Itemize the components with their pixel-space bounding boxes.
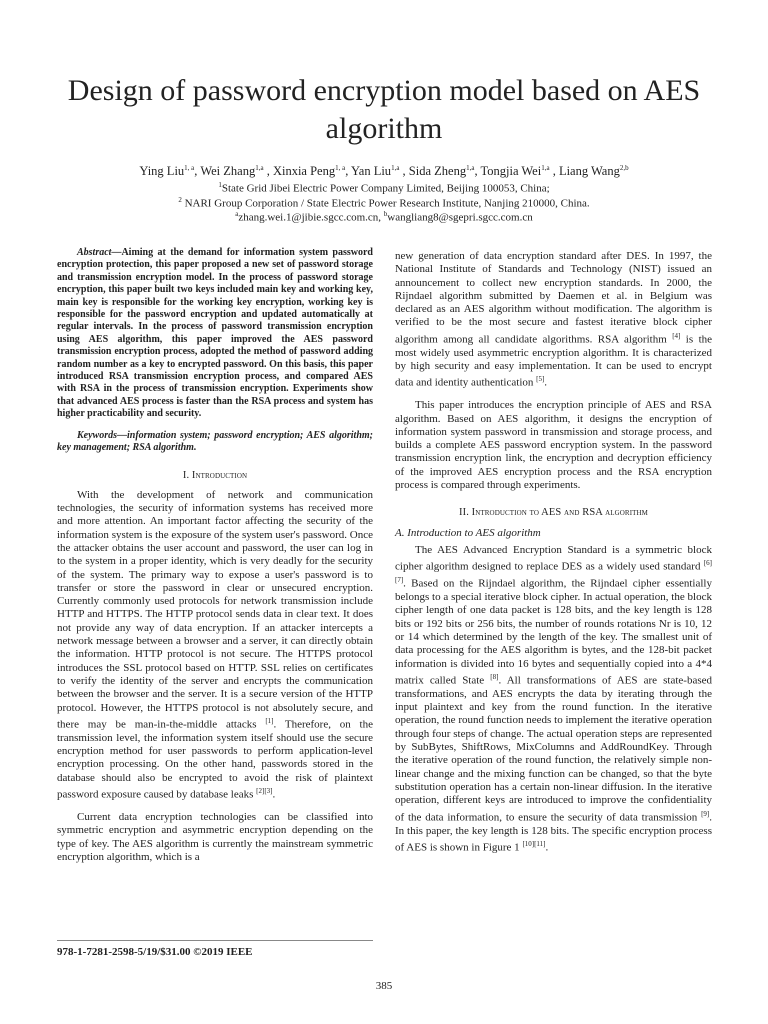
citation: [10][11] — [522, 839, 546, 848]
affiliation-mark: 1 — [218, 181, 222, 189]
footnote-divider — [57, 940, 373, 941]
abstract-label: Abstract— — [77, 247, 122, 258]
citation: [9] — [701, 809, 710, 818]
keywords: Keywords—information system; password encryption; AES algorithm; key management; RSA algorithm. — [57, 429, 373, 454]
intro-paragraph: Current data encryption technologies can be classified into symmetric encryption and asymmetric encryption depending on the type of key. The AES algorithm is currently the mainstream symmetric encryption algorithm, which is a — [57, 810, 373, 863]
affiliation-mark: 2 — [178, 196, 182, 204]
intro-paragraph — [57, 489, 373, 802]
left-column — [57, 247, 373, 864]
email-link[interactable]: wangliang8@sgepri.sgcc.com.cn — [387, 211, 533, 224]
author-name: Yan Liu — [351, 164, 392, 179]
paper-title: Design of password encryption model based on AES algorithm — [67, 74, 701, 145]
citation: [5] — [536, 375, 545, 384]
author-name: Wei Zhang — [200, 164, 256, 179]
author-affiliation-mark: 1,a — [391, 164, 400, 172]
author-affiliation-mark: 1, a — [335, 164, 346, 172]
affiliation-text: State Grid Jibei Electric Power Company Limited, Beijing 100053, China; — [221, 182, 550, 195]
author-name: Liang Wang — [558, 164, 620, 179]
paragraph-text: . — [272, 788, 276, 801]
aes-paragraph — [395, 544, 712, 855]
author-affiliation-mark: 1,a — [541, 164, 550, 172]
paragraph-text: . — [545, 841, 549, 854]
paragraph-text: The AES Advanced Encryption Standard is a symmetric block cipher algorithm designed to replace DES as a widely used standard — [395, 543, 712, 573]
author-name: Sida Zheng — [408, 164, 467, 179]
paragraph-text: is the most widely used asymmetric encryption algorithm. It is characterized by high security and easy implementation. It can be used to encrypt data and identity authentication — [395, 333, 713, 389]
email-mark: a — [235, 210, 239, 218]
right-column — [395, 250, 712, 855]
citation: [4] — [672, 331, 681, 340]
email-line — [40, 207, 728, 225]
author-affiliation-mark: 1,a — [255, 164, 264, 172]
body-paragraph: This paper introduces the encryption principle of AES and RSA algorithm. Based on AES algorithm, it designs the encryption of information system password in transmission and storage process, and builds a complete AES password encryption system. In the password transmission encryption link, the encryption and decryption efficiency of the improved AES encryption process and the RSA encryption process is compared through experiments. — [395, 399, 712, 492]
paragraph-text: . All transformations of AES are state-based transformations, and AES encrypts the data by iterating through the input plaintext and key from the round function. In the iterative operation, the round function needs to implement the iterative operation through four steps of change. The actual operation steps are represented by SubBytes, ShiftRows, MixColumns and AddRoundKey. Through the iterative operation of the round function, the relatively simple non-linear change and the mixing function can be changed, so that the byte substitution operation has a certain non-linear diffusion. In the iterative operation, different keys are introduced to improve the confidentiality of the data information, to ensure the security of data transmission — [395, 674, 712, 824]
paragraph-text: new generation of data encryption standard after DES. In 1997, the National Institute of Standards and Technology (NIST) issued an announcement to collect new encryption standards. In 2000, the Rijndael algorithm submitted by Daemen et al. in Belgium was declared as an AES algorithm without modification. The algorithm is verified to be the most secure and fastest iterative block cipher algorithm among all candidate algorithms. RSA algorithm — [395, 250, 712, 346]
paragraph-text: With the development of network and communication technologies, the security of information systems has received more and more attention. An important factor affecting the security of the information system is the exposure of the system user's password. Once the attacker obtains the user account and password, the user can log in to the system in a proper identity, which is very deadly for the security of the system. The primary way to expose a user's password is to transfer or store the password in clear or unsecured encryption. Currently commonly used protocols for network transmission include HTTP and HTTPS. The HTTP protocol sends data in clear text. It does not provide any way of data encryption. If an attacker intercepts a network message between a browser and a server, it can directly obtain the information. HTTP protocol is not secure. The HTTPS protocol introduces the SSL protocol based on HTTP. SSL relies on certificates to verify the identity of the server and encrypts the communication between the browser and the server. It is a secure version of the HTTP protocol. However, the HTTPS protocol is not absolutely secure, and there may be man-in-the-middle attacks — [57, 488, 373, 731]
citation: [1] — [265, 716, 274, 725]
email-link[interactable]: zhang.wei.1@jibie.sgcc.com.cn, — [238, 211, 384, 224]
citation: [2][3] — [256, 786, 273, 795]
paragraph-text: . — [544, 376, 548, 389]
author-name: Ying Liu — [139, 164, 185, 179]
author-name: Tongjia Wei — [480, 164, 542, 179]
page-number: 385 — [375, 980, 393, 992]
paragraph-text: . Therefore, on the transmission level, the information system itself should use the secure encryption method for user passwords to perform application-level encryption processing. On the other hand, passwords stored in the database should also be encrypted to avoid the risk of plaintext password exposure caused by database leaks — [57, 718, 373, 801]
affiliation-text: NARI Group Corporation / State Electric Power Research Institute, Nanjing 210000, China. — [184, 197, 590, 210]
section-heading-introduction: I. Introduction — [182, 469, 248, 481]
paragraph-text: . Based on the Rijndael algorithm, the Rijndael cipher essentially belongs to a special iterative block cipher. In actual operation, the block cipher length of one data packet is 128 bits, and the key length is 128 bits or 192 bits or 256 bits, the number of rounds rotations Nr is 10, 12 or 14 which determined by the length of the key. The smallest unit of data processing for the AES algorithm is bytes, and the 128-bit packet information is divided into 16 bytes and sequentially copied into a 4*4 matrix called State — [395, 577, 712, 687]
paragraph-text: . In this paper, the key length is 128 bits. The specific encryption process of AES is shown in Figure 1 — [395, 811, 712, 854]
author-affiliation-mark: 2,b — [619, 164, 629, 172]
author-name: Xinxia Peng — [272, 164, 336, 179]
author-affiliation-mark: 1,a — [466, 164, 475, 172]
author-affiliation-mark: 1, a — [184, 164, 195, 172]
citation: [8] — [490, 672, 499, 681]
subsection-heading-aes: A. Introduction to AES algorithm — [395, 526, 541, 539]
abstract-text: Aiming at the demand for information system password encryption protection, this paper proposed a new set of password storage and transmission encryption model. In the process of password storage encryption, this paper built two keys included main key and working key, main key is responsible for the working key encryption, working key is responsible for the password encryption and updated automatically at regular intervals. In the process of password transmission encryption using AES algorithm, this paper improved the AES password transmission encryption process, adopted the method of password adding random number as a key to encrypted password. On this basis, this paper introduced RSA transmission encryption process, and compared AES with RSA in the process of transmission encryption. Experiments show that advanced AES process is faster than the RSA process and system has higher practicability and security. — [57, 247, 373, 420]
author-list: Ying Liu$^{1, a}$, Wei Zhang$^{1,a}$ , Xinxia Peng$^{1, a}$, Yan Liu$^{1,a}$ , Sida Zheng$^{1,a}$, Tongjia Wei$^{1,a}$ , Liang Wang$^{2,b}$ — [139, 164, 629, 179]
copyright-notice: 978-1-7281-2598-5/19/$31.00 ©2019 IEEE — [57, 946, 253, 958]
body-paragraph — [395, 250, 712, 390]
citation: [6][7] — [395, 559, 713, 585]
email-mark: b — [383, 210, 388, 218]
section-heading-aes-rsa: II. Introduction to AES and RSA algorithm — [459, 507, 648, 519]
abstract — [57, 247, 373, 421]
